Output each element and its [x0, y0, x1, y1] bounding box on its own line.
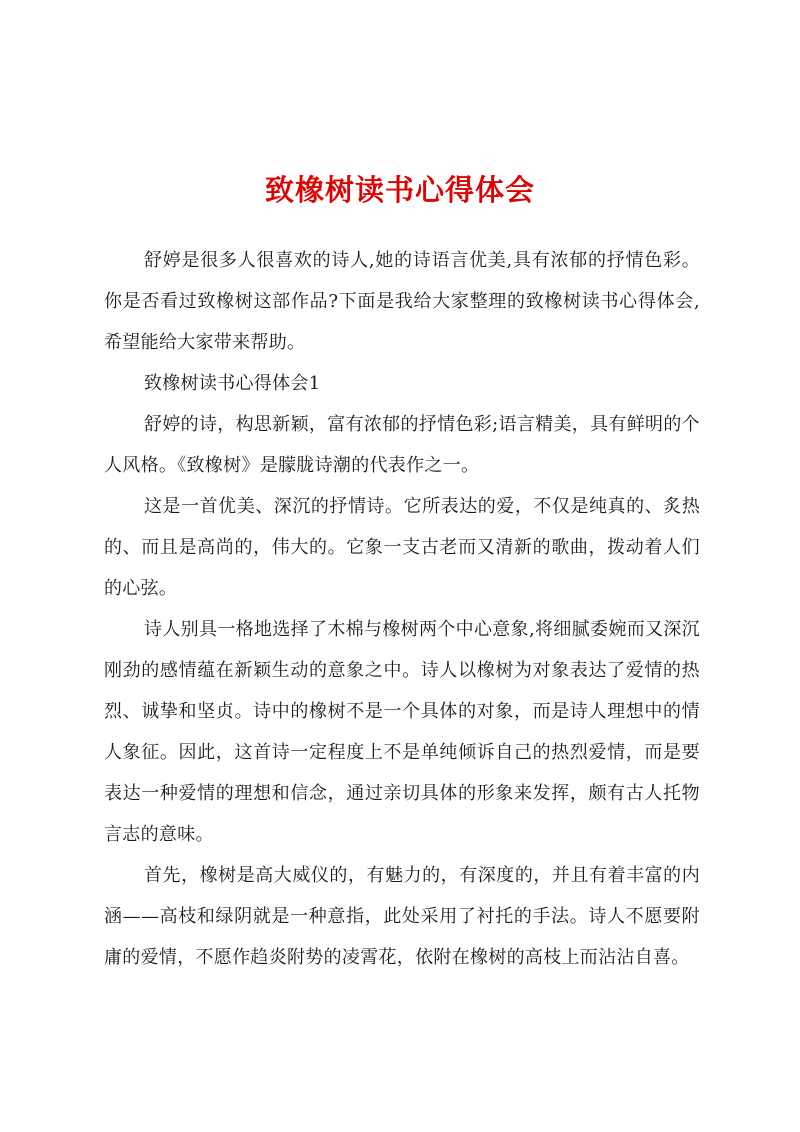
paragraph-imagery: 诗人别具一格地选择了木棉与橡树两个中心意象,将细腻委婉而又深沉刚劲的感情蕴在新颖生动的意象之中。诗人以橡树为对象表达了爱情的热烈、诚挚和坚贞。诗中的橡树不是一个具体的对象，而是诗人理想中的情人象征。因此，这首诗一定程度上不是单纯倾诉自己的热烈爱情，而是要表达一种爱情的理想和信念，通过亲切具体的形象来发挥，颇有古人托物言志的意味。 — [104, 619, 700, 845]
section-heading: 致橡树读书心得体会1 — [144, 373, 321, 394]
document-title: 致橡树读书心得体会 — [264, 173, 535, 207]
paragraph-oak: 首先，橡树是高大威仪的，有魅力的，有深度的，并且有着丰富的内涵——高枝和绿阴就是一种意指，此处采用了衬托的手法。诗人不愿要附庸的爱情，不愿作趋炎附势的凌霄花，依附在橡树的高枝上而沾沾自喜。 — [104, 865, 700, 968]
paragraph-intro: 舒婷是很多人很喜欢的诗人,她的诗语言优美,具有浓郁的抒情色彩。你是否看过致橡树这部作品?下面是我给大家整理的致橡树读书心得体会,希望能给大家带来帮助。 — [104, 250, 700, 353]
document-body — [104, 240, 700, 978]
paragraph-style: 舒婷的诗，构思新颖，富有浓郁的抒情色彩;语言精美，具有鲜明的个人风格。《致橡树》是朦胧诗潮的代表作之一。 — [104, 414, 700, 476]
paragraph-lyric: 这是一首优美、深沉的抒情诗。它所表达的爱，不仅是纯真的、炙热的、而且是高尚的，伟大的。它象一支古老而又清新的歌曲，拨动着人们的心弦。 — [104, 496, 700, 599]
